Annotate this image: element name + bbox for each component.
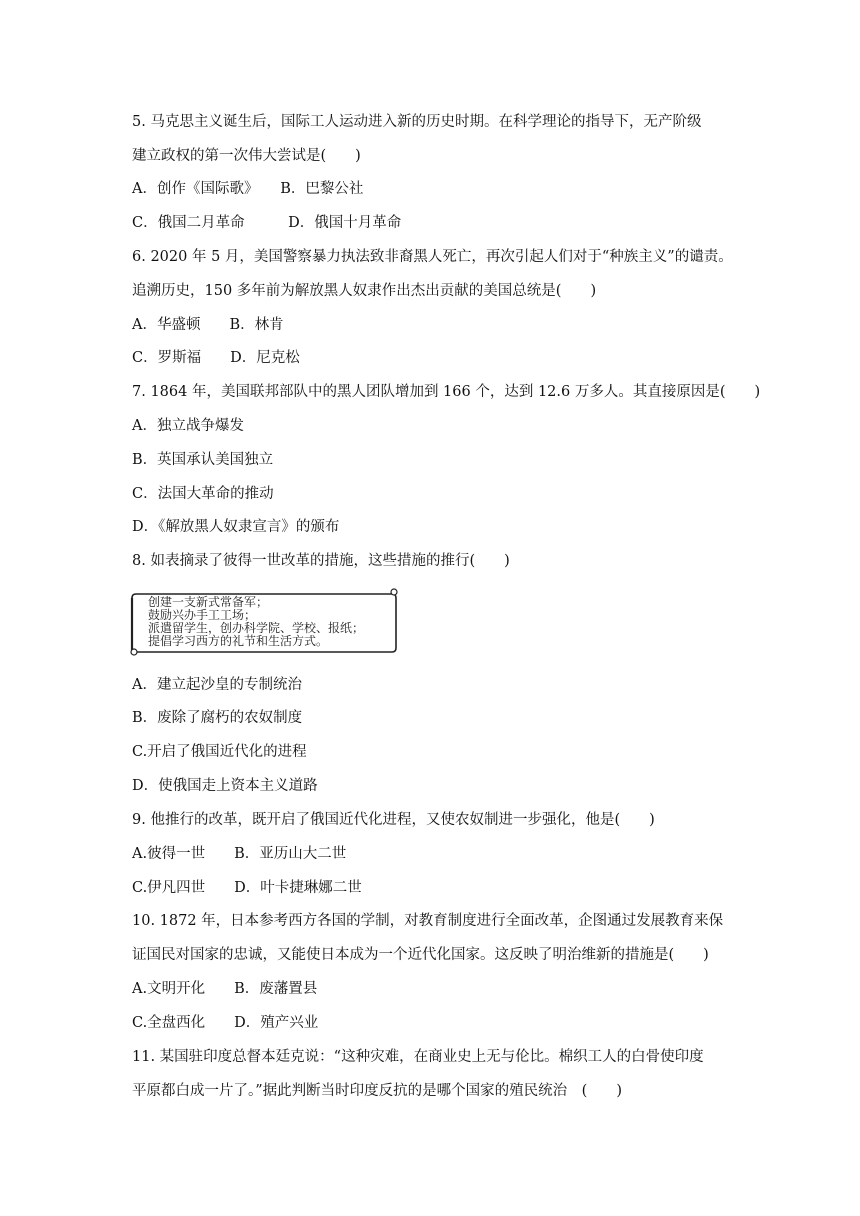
q6-stem-line2: 追溯历史，150 多年前为解放黑人奴隶作出杰出贡献的美国总统是( ) <box>132 283 597 299</box>
q10-options-ab: A.文明开化 B．废藩置县 <box>132 981 318 997</box>
q9-options-cd: C.伊凡四世 D．叶卡捷琳娜二世 <box>132 880 362 896</box>
q5-stem-line2: 建立政权的第一次伟大尝试是( ) <box>132 148 361 164</box>
q7-option-b: B．英国承认美国独立 <box>132 452 274 468</box>
q5-stem-line1: 5. 马克思主义诞生后，国际工人运动进入新的历史时期。在科学理论的指导下，无产阶级 <box>132 114 702 130</box>
q6-options-cd: C．罗斯福 D．尼克松 <box>132 350 300 366</box>
scroll-line-4: 提倡学习西方的礼节和生活方式。 <box>148 634 329 648</box>
q10-stem-line1: 10. 1872 年，日本参考西方各国的学制，对教育制度进行全面改革，企图通过发展教育来保 <box>132 913 724 929</box>
scroll-text <box>148 596 364 648</box>
q7-stem-line1: 7. 1864 年，美国联邦部队中的黑人团队增加到 166 个，达到 12.6 万多人。其直接原因是( ) <box>132 384 761 400</box>
q9-stem-line1: 9. 他推行的改革，既开启了俄国近代化进程，又使农奴制进一步强化，他是( ) <box>132 812 655 828</box>
q8-stem-line1: 8. 如表摘录了彼得一世改革的措施，这些措施的推行( ) <box>132 553 510 569</box>
q8-option-b: B．废除了腐朽的农奴制度 <box>132 710 303 726</box>
q5-options-ab: A．创作《国际歌》 B．巴黎公社 <box>132 181 364 197</box>
q7-option-c: C．法国大革命的推动 <box>132 486 274 502</box>
scroll-line-2: 鼓励兴办手工工场； <box>148 608 257 622</box>
q8-option-a: A．建立起沙皇的专制统治 <box>132 677 302 693</box>
reform-measures-scroll <box>130 588 398 656</box>
q9-options-ab: A.彼得一世 B．亚历山大二世 <box>132 846 347 862</box>
q7-option-d: D．《解放黑人奴隶宣言》的颁布 <box>132 519 340 535</box>
scroll-line-3: 派遣留学生，创办科学院、学校、报纸； <box>148 621 365 635</box>
scroll-line-1: 创建一支新式常备军； <box>148 595 269 609</box>
q8-option-c: C.开启了俄国近代化的进程 <box>132 744 307 760</box>
q10-options-cd: C.全盘西化 D．殖产兴业 <box>132 1015 319 1031</box>
q11-stem-line1: 11. 某国驻印度总督本廷克说：“这种灾难，在商业史上无与伦比。棉织工人的白骨使印度 <box>132 1049 704 1065</box>
q7-option-a: A．独立战争爆发 <box>132 418 244 434</box>
q10-stem-line2: 证国民对国家的忠诚，又能使日本成为一个近代化国家。这反映了明治维新的措施是( ) <box>132 947 709 963</box>
q6-stem-line1: 6. 2020 年 5 月，美国警察暴力执法致非裔黑人死亡，再次引起人们对于“种族主义”的谴责。 <box>132 249 733 265</box>
q11-stem-line2: 平原都白成一片了。”据此判断当时印度反抗的是哪个国家的殖民统治 ( ) <box>132 1083 622 1099</box>
q8-option-d: D．使俄国走上资本主义道路 <box>132 778 318 794</box>
q5-options-cd: C．俄国二月革命 D．俄国十月革命 <box>132 215 402 231</box>
q6-options-ab: A．华盛顿 B．林肯 <box>132 317 284 333</box>
